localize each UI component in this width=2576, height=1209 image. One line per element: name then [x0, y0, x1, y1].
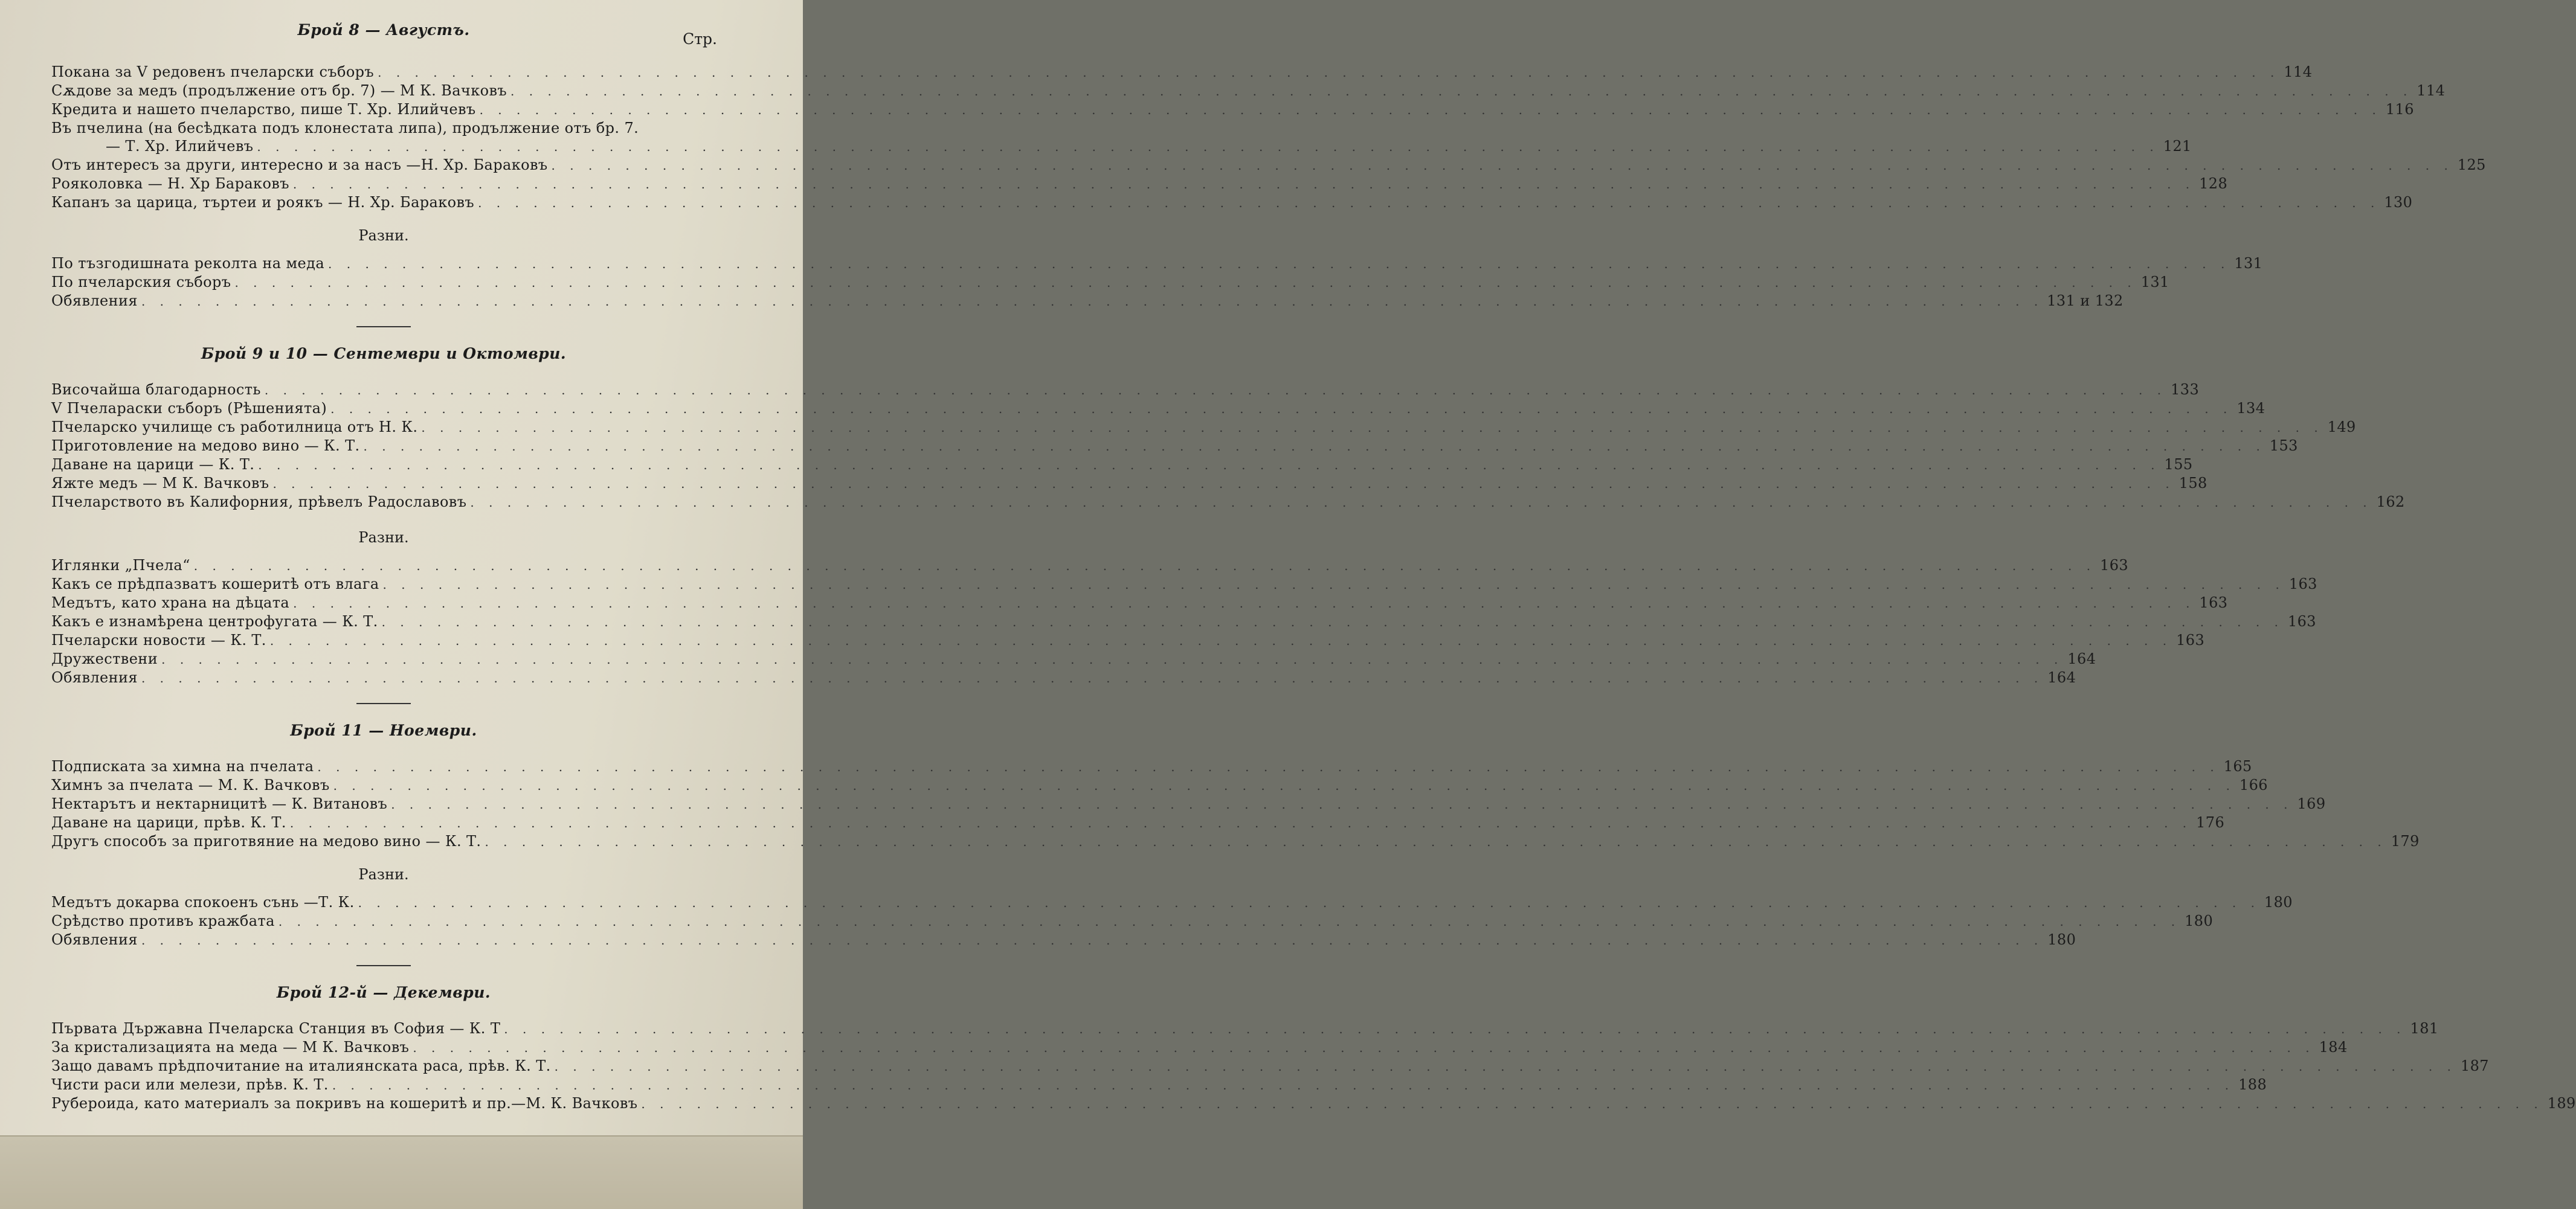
entry-title: Приготовление на медово вино — К. Т.	[51, 437, 360, 454]
toc-entry	[51, 100, 2414, 119]
toc-entry	[51, 493, 2405, 512]
toc-entry	[51, 418, 2356, 437]
toc-entry	[51, 1038, 2348, 1057]
entry-page-number: 181	[2410, 1020, 2439, 1037]
page-column-header: Стр.	[683, 30, 717, 48]
toc-entry	[51, 1057, 2489, 1076]
entry-page-number: 125	[2457, 156, 2486, 173]
entry-page-number: 149	[2327, 418, 2356, 435]
entry-title: Иглянки „Пчела“	[51, 557, 190, 574]
dot-leader	[317, 758, 2219, 776]
entry-title: Кредита и нашето пчеларство, пише Т. Хр. Илийчевъ	[51, 101, 476, 118]
dot-leader	[272, 475, 2174, 493]
entry-title: — Т. Хр. Илийчевъ	[106, 138, 254, 155]
entry-page-number: 114	[2417, 82, 2446, 99]
toc-entry	[51, 175, 2228, 193]
entry-page-number: 121	[2163, 138, 2192, 155]
entry-page-number: 163	[2100, 557, 2129, 574]
entry-page-number: 180	[2047, 931, 2076, 948]
entry-title: V Пчелараски съборъ (Рѣшенията)	[51, 400, 327, 417]
entry-page-number: 134	[2236, 400, 2265, 417]
toc-entry	[51, 931, 2076, 949]
entry-page-number: 131 и 132	[2047, 292, 2124, 309]
page-bottom-edge	[0, 1135, 803, 1209]
dot-leader	[234, 274, 2136, 292]
toc-entry	[51, 380, 2200, 399]
entry-title: Пчеларството въ Калифорния, прѣвелъ Радославовъ	[51, 493, 467, 510]
toc-entry	[51, 254, 2263, 273]
section-divider	[356, 703, 411, 704]
toc-entry	[51, 556, 2129, 575]
entry-title: Височайша благодарность	[51, 381, 261, 398]
entry-page-number: 165	[2223, 758, 2252, 775]
entry-page-number: 163	[2176, 632, 2205, 649]
section-divider	[356, 326, 411, 327]
toc-entry	[51, 193, 2413, 212]
dot-leader	[391, 795, 2293, 813]
issue-entries	[51, 380, 2405, 512]
section-divider	[356, 965, 411, 966]
issue-section-12	[51, 981, 2576, 1113]
toc-entry	[51, 1076, 2267, 1094]
dot-leader	[141, 931, 2043, 949]
misc-title: Разни.	[358, 529, 409, 546]
dot-leader	[555, 1057, 2456, 1076]
entry-title: Въ пчелина (на бесѣдката подъ клонестата липа), продължение отъ бр. 7.	[51, 120, 639, 136]
toc-entry	[51, 437, 2298, 455]
entry-title: За кристализацията на меда — М К. Вачковъ	[51, 1039, 410, 1056]
misc-entries	[51, 556, 2317, 687]
toc-entry	[51, 612, 2316, 631]
dot-leader	[141, 669, 2043, 687]
toc-entry	[51, 757, 2252, 776]
toc-entry	[51, 63, 2313, 82]
dot-leader	[478, 194, 2380, 212]
entry-title: Медътъ, като храна на дѣцата	[51, 594, 290, 611]
dot-leader	[480, 101, 2381, 119]
toc-entry	[51, 776, 2268, 795]
entry-page-number: 133	[2171, 381, 2200, 398]
entry-title: Химнъ за пчелата — М. К. Вачковъ	[51, 777, 330, 794]
entry-page-number: 180	[2264, 894, 2293, 911]
dot-leader	[510, 82, 2412, 100]
entry-page-number: 179	[2391, 833, 2420, 850]
entry-title: Обявления	[51, 931, 138, 948]
dot-leader	[358, 894, 2260, 912]
entry-page-number: 116	[2385, 101, 2414, 118]
misc-entries	[51, 254, 2263, 310]
entry-page-number: 163	[2199, 594, 2228, 611]
entry-page-number: 155	[2164, 456, 2193, 473]
entry-title: Защо давамъ прѣдпочитание на италиянската раса, прѣв. К. Т.	[51, 1057, 551, 1074]
toc-entry	[51, 1019, 2439, 1038]
toc-entry	[51, 893, 2293, 912]
entry-title: Рубероида, като материалъ за покривъ на кошеритѣ и пр.—М. К. Вачковъ	[51, 1095, 638, 1112]
toc-entry	[51, 832, 2420, 851]
toc-entry	[51, 631, 2205, 650]
entry-page-number: 169	[2297, 795, 2326, 812]
entry-title: Яжте медъ — М К. Вачковъ	[51, 475, 269, 492]
dot-leader	[382, 613, 2284, 631]
entry-page-number: 163	[2287, 613, 2316, 630]
entry-page-number: 163	[2288, 576, 2317, 592]
entry-page-number: 164	[2047, 669, 2076, 686]
dot-leader	[258, 456, 2160, 474]
entry-page-number: 158	[2178, 475, 2207, 492]
entry-page-number: 188	[2238, 1076, 2267, 1093]
dot-leader	[364, 437, 2265, 455]
entry-page-number: 130	[2384, 194, 2413, 211]
issue-title: Брой 11 — Ноември.	[290, 722, 477, 739]
dot-leader	[332, 1076, 2234, 1094]
entry-title: Обявления	[51, 669, 138, 686]
toc-entry	[51, 813, 2225, 832]
table-of-contents	[51, 18, 2576, 1113]
issue-title: Брой 8 — Августъ.	[297, 21, 470, 39]
entry-title: Отъ интересъ за други, интересно и за насъ —Н. Хр. Бараковъ	[51, 156, 548, 173]
entry-page-number: 184	[2319, 1039, 2348, 1056]
entry-page-number: 131	[2140, 274, 2169, 290]
entry-title: Чисти раси или мелези, прѣв. К. Т.	[51, 1076, 329, 1093]
dot-leader	[421, 418, 2323, 437]
entry-title: Какъ е изнамѣрена центрофугата — К. Т.	[51, 613, 378, 630]
toc-entry	[51, 575, 2317, 594]
dot-leader	[290, 814, 2192, 832]
dot-leader	[141, 292, 2043, 310]
entry-title: Сѫдове за медъ (продължение отъ бр. 7) — М К. Вачковъ	[51, 82, 507, 99]
entry-page-number: 114	[2284, 63, 2313, 80]
entry-title: Даване на царици — К. Т.	[51, 456, 255, 473]
dot-leader	[293, 175, 2195, 193]
toc-entry	[51, 669, 2076, 687]
issue-entries	[51, 757, 2420, 851]
dot-leader	[270, 632, 2172, 650]
issue-entries	[51, 63, 2486, 212]
toc-entry	[51, 156, 2486, 175]
issue-title: Брой 9 и 10 — Сентември и Октомври.	[201, 345, 567, 362]
entry-page-number: 153	[2269, 437, 2298, 454]
toc-entry-continuation	[51, 137, 2192, 156]
entry-page-number: 164	[2067, 650, 2096, 667]
dot-leader	[383, 576, 2285, 594]
entry-title: Капанъ за царица, търтеи и роякъ — Н. Хр. Бараковъ	[51, 194, 475, 211]
misc-entries	[51, 893, 2293, 949]
dot-leader	[470, 493, 2372, 512]
dot-leader	[257, 138, 2159, 156]
dot-leader	[161, 650, 2063, 669]
issue-section-8	[51, 18, 2486, 310]
toc-entry	[51, 82, 2446, 100]
dot-leader	[378, 63, 2279, 82]
toc-entry	[51, 912, 2214, 931]
dot-leader	[265, 381, 2166, 399]
entry-page-number: 162	[2376, 493, 2405, 510]
entry-page-number: 166	[2239, 777, 2268, 794]
dot-leader	[328, 255, 2230, 273]
dot-leader	[485, 833, 2386, 851]
dot-leader	[504, 1020, 2406, 1038]
issue-entries	[51, 1019, 2576, 1113]
toc-entry	[51, 399, 2265, 418]
entry-title: Пчеларско училище съ работилница отъ Н. К.	[51, 418, 418, 435]
issue-section-11	[51, 719, 2420, 949]
toc-entry	[51, 795, 2326, 813]
entry-title: Какъ се прѣдпазватъ кошеритѣ отъ влага	[51, 576, 379, 592]
entry-title: Подписката за химна на пчелата	[51, 758, 314, 775]
toc-entry	[51, 594, 2228, 612]
dot-leader	[330, 400, 2232, 418]
entry-title: Пчеларски новости — К. Т.	[51, 632, 266, 649]
entry-title: Другъ способъ за приготвяние на медово вино — К. Т.	[51, 833, 481, 850]
entry-title: Първата Държавна Пчеларска Станция въ София — К. Т	[51, 1020, 501, 1037]
toc-entry	[51, 650, 2096, 669]
entry-page-number: 189	[2547, 1095, 2576, 1112]
entry-title: Медътъ докарва спокоенъ сънь —Т. К.	[51, 894, 355, 911]
entry-page-number: 131	[2234, 255, 2263, 272]
entry-title: По тъзгодишната реколта на меда	[51, 255, 325, 272]
dot-leader	[552, 156, 2453, 175]
toc-entry	[51, 119, 716, 137]
entry-page-number: 187	[2460, 1057, 2489, 1074]
entry-title: Дружествени	[51, 650, 158, 667]
entry-title: Обявления	[51, 292, 138, 309]
misc-title: Разни.	[358, 227, 409, 244]
entry-page-number: 176	[2196, 814, 2225, 831]
toc-entry	[51, 292, 2124, 310]
issue-section-9-10	[51, 342, 2405, 687]
toc-entry	[51, 273, 2169, 292]
dot-leader	[293, 594, 2195, 612]
dot-leader	[641, 1095, 2543, 1113]
dot-leader	[413, 1039, 2314, 1057]
issue-title: Брой 12-й — Декември.	[276, 984, 491, 1001]
dot-leader	[194, 557, 2096, 575]
entry-title: Рояколовка — Н. Хр Бараковъ	[51, 175, 289, 192]
entry-title: Срѣдство противъ кражбата	[51, 912, 275, 929]
entry-page-number: 128	[2199, 175, 2228, 192]
dot-leader	[333, 777, 2235, 795]
toc-entry	[51, 1094, 2576, 1113]
dot-leader	[279, 912, 2180, 931]
entry-title: По пчеларския съборъ	[51, 274, 231, 290]
entry-title: Даване на царици, прѣв. К. Т.	[51, 814, 286, 831]
toc-entry	[51, 474, 2207, 493]
entry-title: Нектарътъ и нектарницитѣ — К. Витановъ	[51, 795, 388, 812]
misc-title: Разни.	[358, 866, 409, 883]
entry-title: Покана за V редовенъ пчеларски съборъ	[51, 63, 375, 80]
entry-page-number: 180	[2185, 912, 2214, 929]
toc-entry	[51, 455, 2193, 474]
